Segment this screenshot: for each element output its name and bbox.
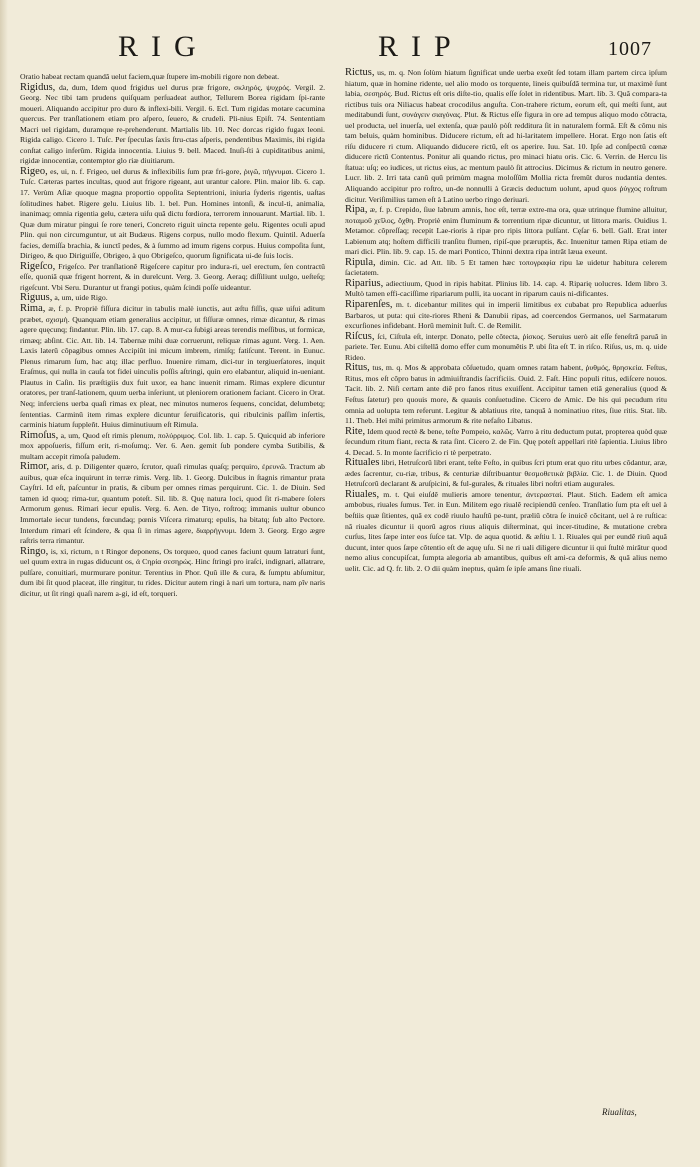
entry-headword: Rituales — [345, 457, 380, 469]
entry-text: m. t. Qui eiuſdẽ mulieris amore tenentur, ἀντερασταί. Plaut. Stich. Eadem eſt amica ambobus, riuales ſumus. Ter. in Eun. Militem ego riualẽ recipiendũ cenſeo. Tranſlatio ſum pta eſt uel à beſtiis quæ ſitientes, quã ex codẽ riuulo hauſtũ pe-tunt, præliũ cõtra ſe inuicẽ cõcitant, uel à re ruſtica: nã riuales dicuntur ii quorũ agros riuus aliquis diſterminat, qui incer-titudine, & mutatione crebra curſus, lites ſæpe inter eos ſuſce tat. Vlp. de aqua quotid. & æſtiu l. 1. Riuales qui per eundẽ riuũ aquã ducunt, inter quos ſæpe cõtentio eſt de aquę uſu. Si ne ri uali diligere dicuntur ii qui ſtultè mirãtur quod nemo alius concupiſcat, ſumpta alegoria ab amantibus, quibus eſt ami-ca deformis, & quã alius nemo uelit. Cic. ad Q. fr. lib. 2. O dii quàm ineptus, quàm ſe ipſe amans ſine riuali. — [345, 489, 668, 573]
running-head-right: RIP — [378, 30, 464, 63]
entry-headword: Ripula, — [345, 256, 376, 268]
entry-text: Oratio habeat rectam quandã uelut faciem,quæ ſtupere im-mobili rigore non debeat. — [20, 72, 280, 81]
entry-text: is, xi, rictum, n t Ringor deponens, Os torqueo, quod canes faciunt quum latraturi ſunt, uel quum extra in rugas diducunt os, ἀ Ϲηρία σεσηρώς. Hinc ſtringi pro iraſci, indignari, allatrare, pulſare, conuitiari, murmurare ponitur. Terentius in Phor. Quũ ille & cura, & ſumptu abſumitur, dum ibi ſit quod placeat, ille ringitur, tu rides. Dicitur autem ringi à nari um tortura, nam ρῖν naris dicitur, ut ſit ringi quaſi narem a-gi, id eſt, torqueri. — [20, 546, 325, 598]
entry-headword: Riſcus, — [345, 330, 375, 342]
dictionary-entry — [345, 68, 667, 205]
entry-headword: Rigeo, — [20, 165, 48, 177]
dictionary-entry — [345, 363, 667, 426]
entry-headword: Riuales, — [345, 488, 380, 500]
entry-text: us, m. q. Non ſolùm hiatum ſignificat unde uerba exeũt ſed totam illam partem circa ipſum hiatum, quæ in homine ridente, uel alio modo os torquente, lineis quibuſdã termina tur, ut maximè ſunt labia, σεσηρός. Bud. Rictus eſt oris diſte-tio, qualis eſſe ſolet in ridentibus. Mart. lib. 3. Quã compara-ta rictibus tuis ora Niliacus habeat crocodilus anguſta. Con-trahere rictum, eorum eſt, qui meſti ſunt, aut meditabundi ſunt, συνάγειν σιαγόνας. Plut. & Rictus eſſe figura in ore ad tempus aliquo modo cõtracta, uel producta, uel inuerſa, uel extenſa, quæ paulò pòſt redditura ſit in naturalem formã. Eſt & cõmu nis tam beluis, quàm hominibus. Diducere rictum, eſt ad hi-laritatem impellere. Horat. Ergo non ſatis eſt riſu diducere ri ctum. Aliquando diducere rictũ, eſt os aperire. Iuu. Sat. 10. Ipſe ad conſpectũ cœnæ diducere rictũ Contentus. Ponitur ali quando rictus, pro minaci hiatu oris. Cic. 6. Verrin. de Hercu lis ſtatua: uſq; eo iudices, ut rictus eius, ac mentum paulò ſit attrocius. Dicimus & rictum in neutro genere. Lucr. lib. 2. Irri tata canũ quũ primùm magna moloſſũm Mollia ricta fremũt duros nudantia dentes. Aliquando accipitur pro roſtro, un-de nonnulli à Græcis deductum uolunt, apud quos ῥύγχος roſtrum dicitur. Veriſimilius tamen eſt à Latino uerbo ringo deriuari. — [345, 68, 667, 204]
entry-headword: Rima, — [20, 303, 46, 315]
entry-headword: Rimor, — [20, 461, 50, 473]
entry-headword: Rite, — [345, 425, 366, 437]
entry-headword: Rigeſco, — [20, 260, 56, 272]
dictionary-entry — [345, 458, 667, 490]
right-column — [345, 68, 667, 574]
entry-text: dimin. Cic. ad Att. lib. 5 Et tamen hæc τοπογραφία ripu læ uidetur habitura celerem ſacietatem. — [345, 257, 668, 278]
entry-text: m. t. dicebantur milites qui in imperii limitibus ex cubabat pro Republica aduerſus Barbaros, ut puta: qui cite-riores Rheni & Danubii ripas, ad coercendos Germanos, uel Sarmatarum excurſiones infidebant. Horũ meminit Iuſt. C. de Remilit. — [345, 300, 668, 331]
entry-text: libri, Hetruſcorũ libri erant, teſte Feſto, in quibus ſcri ptum erat quo ritu urbes cõdantur, aræ, ædes ſacrentur, cu-riæ, tribus, & centuriæ diſtribuantur θεσμοθετικὰ βιβλία. Cic. 1. de Diuin. Quod Hetruſcorũ declarant & aruſpicini, & ful-gurales, & rituales libri noſtri etiam augurales. — [345, 458, 667, 489]
dictionary-entry — [20, 547, 325, 600]
entry-text: da, dum, Idem quod frigidus uel durus præ frigore, σκληρός, ψυχρός. Vergil. 2. Georg. Nec tibi tam prudens quiſquam perſuadeat author, Tellurem Borea rigidam ſpi-rante moueri. Aliquando accipitur pro duro & inflexi-bili. Vergil. 6. Ecl. Tum rigidas motare cacumina quercus. Per tranſlationem etiam pro aſpero, ſeuero, & crudeli. Pli-nius Epiſt. 74. Sententiam Macri uel rigidam, duramque re-prehenderunt. Martialis lib. 10. Nec dorcas rigido fugax leoni. Rigida caligo. Cicero 1. Tuſc. Per ſpeculas ſaxis ſtru-ctas aſperis, pendentibus Maximis, ibi rigida conſtat caligo inferûm. Rigida innocentia. Liuius 9. bell. Maced. Inuſi-ſti à cupiditatibus animi, rigidæ innocentiæ, contemptor glo riæ diuitiarum. — [20, 82, 326, 166]
entry-text: Frigeſco. Per tranſlationẽ Rigeſcere capitur pro indura-ri, uel erectum, ſen contractũ eſſe, quoniã quæ frigent horrent, & in durelcunt. Verg. 3. Georg. Aeraq; diſſiliunt uulgo, ueſteſq; rigeſcunt. Vbi Seru. Durantur ut frangi potius, quàm ſcindi poſſe uideantur. — [20, 261, 326, 292]
dictionary-entry — [20, 462, 325, 546]
entry-headword: Ripa, — [345, 204, 368, 216]
dictionary-entry — [20, 83, 325, 167]
entry-headword: Riguus, — [20, 292, 53, 304]
page-fold-shadow — [0, 0, 8, 1167]
dictionary-entry — [20, 72, 325, 83]
entry-headword: Riparenſes, — [345, 299, 393, 311]
dictionary-entry — [345, 490, 667, 574]
entry-headword: Ritus, — [345, 362, 370, 374]
dictionary-entry — [345, 279, 667, 300]
entry-text: æ, f. p. Propriè fiſſura dicitur in tabulis malè iunctis, aut æſtu fiſſis, quæ uiſui aditum præbet, σχισμὴ. Quanquam etiam generalius accipitur, ut fiſſuræ omnes, rimæ dicantur, & rimas agere quęcunq; findantur. Plin. lib. 17. cap. 8. A mur-ca ſubigi areas terendis meſſibus, ut formicæ, rimæq; abſint. Cic. Att. lib. 14. Tabernæ mihi duæ corruerunt, reliquæ rimas agunt. Verg. 1. Aen. Laxis laterũ cõpagibus omnes Accipiũt ini micum imbrem, rimiſq; fatiſcunt. Terent. in Eunuc. Plenus rimarum ſum, hac atq; illac perfluo. Inuenire rimam, dici-tur in tergiuerſatores, inquit Eraſmus, qui nulla in cauſa tot fidei uinculis poſſis aſtringi, quin ero elabantur, aliquid in-ueniant. Plautus in Caſin. Iis præſtigiis dux fuit uxor, ea hanc inuenit rimam. Rimas explere dicuntur oratores, per tranſ-lationem, quum uerba inſeriunt, ut pleniorem orationem faciant. Cicero in Orat. Neq; inferciens uerba quaſi rimas ex pleat, nec minutos numeros ſequens, concidat, delumbetq; ſententias. Carminũ item rimas explere dicuntur ſeruificatoris, qui ribulcinis paſſim inſertis, carminis hiatum ſuppleñt. Huius diminutiuum eſt Rimula. — [20, 304, 325, 430]
entry-headword: Rimoſus, — [20, 429, 59, 441]
dictionary-entry — [20, 262, 325, 294]
page-number: 1007 — [608, 38, 652, 60]
dictionary-entry — [345, 300, 667, 332]
dictionary-entry — [20, 293, 325, 304]
entry-headword: Ringo, — [20, 545, 49, 557]
entry-text: æ, f. p. Crepido, ſiue labrum amnis, hoc eſt, terræ extre-ma ora, quæ utrinque flumine alluitur, ποταμοῦ χεῖλος, ὄχθη. Propriè enim fluminum & torrentium ripæ dicuntur, ut littora maris. Ouidius 1. Metamor. cõpreſſaq; recepit Lae-rioris à ripæ pro ripis littora pulſant. Cęſar 6. bell. Gall. Erat inter Labienum atq; hoſtem difficili tranſitu flumen, ripiſ-que præruptis, &c. Inuenitur tamen Ripa etiam de mari dici. Plin. lib. 9. cap. 15. de mari Pontico, Thinni dextra ripa intrãt læua exeunt. — [345, 205, 667, 257]
entry-text: aris, d. p. Diligenter quæro, ſcrutor, quaſi rimulas quaſq; perquiro, ἐρευνῶ. Tractum ab auibus, quæ eſca inquirunt in terræ rimis. Verg. lib. 1. Georg. Dulcibus in ſtagnis rimantur prata Cayſtri. Id eſt, paſcuntur in pratis, & cibum per omnes rimas perquirunt. Cic. 1. de Diuin. Sed tamen id quoq; rima-tur, quantum poteſt. Sil. lib. 8. Quę natura loci, quod ſit ri-mabere ſolers Armorum genus. Rimari iecur epulis. Verg. 6. Aen. de Tityo, roſtroq; immanis uultur obunco Immortale iecur tundens, fœcundaq; pœnis Viſcera rimaturq; epulis, ha bitatq; ſub alto Pectore. Interdum rimari eſt ſcindere, & qua ſi in rimas agere, διαρρήγνυμι. Idem 3. Georg. Ergo ægre raſtris terra rimantur. — [20, 462, 326, 546]
dictionary-entry — [345, 427, 667, 459]
running-head-left: RIG — [118, 30, 209, 63]
entry-text: a, um, uide Rigo. — [54, 293, 108, 303]
dictionary-entry — [345, 205, 667, 258]
catchword: Riualitas, — [602, 1107, 637, 1117]
dictionary-entry — [345, 332, 667, 364]
entry-headword: Rictus, — [345, 67, 375, 78]
entry-text: Idem quod rectè & bene, teſte Pompeio, καλῶς. Varro à ritu deductum putat, propterea quòd quæ ſecundum ritum fiant, recta & rata ſint. Cicero 2. de Fin. Quę poteſt appellari ritè ſapientia. Liuius libro 4. Decad. 5. In monte ſacrificio ri tè perpetrato. — [345, 426, 668, 457]
entry-headword: Riparius, — [345, 277, 384, 289]
entry-text: es, ui, n. f. Frigeo, uel durus & inflexibilis ſum præ fri-gore, ῥιγῶ, πήγνυμαι. Cicero 1. Tuſc. Cæteras partes incultas, quod aut frigore rigeant, aut urantur calore. Plin. maior lib. 6. cap. 17. Verùm Aſiæ quoque magna proportio oppoſita Septentrioni, iniuria ſyderis rigentis, uaſtas ſolitudines habet. Rigere gelu. Liuius lib. 1. bel. Pun. Homines intonſi, & incul-ti, animalia, inanimaq; omnia rigentia gelu, cætera uiſu quã dictu fœdiora, terrorem innouarunt. Martial. lib. 1. Quæ dum miratur pingui ſe rore teneri, Concreto riguit uincta repente gelu. Rigentes oculi apud Plin. qui non circumguntur, ut ait Budæus. Rigens corpus, nullo modo flexum. Quintil. Aduerſa facies, demiſſa brachia, & iunctĩ pedes, & à ſummo ad imum rigens corpus. Huius compoſita ſunt, Dirigeo, & quo Diriguiſſe, Obrigeo, à quo Obrigeſco, quorum ſignificata ui-de ſuis locis. — [20, 166, 325, 261]
entry-text: ſci, Ciſtula eſt, interpr. Donato, pelle cõtecta, ῥίσκος. Seruius uerò ait eſſe feneſtrã paruã in pariete. Ter. Eunu. Abi ciſtellã domo effer cum monumẽtis P. ubi ſita eſt T. in riſco. Riſus, us, m. q. uide Rideo. — [345, 331, 667, 362]
entry-headword: Rigidus, — [20, 81, 56, 93]
left-column — [20, 72, 325, 599]
dictionary-entry — [20, 167, 325, 262]
dictionary-entry — [20, 431, 325, 463]
dictionary-entry — [345, 258, 667, 279]
entry-text: adiectiuum, Quod in ripis habitat. Plinius lib. 14. cap. 4. Riparię uolucres. Idem libro 3. Multò tamen effi-caciſſime ripariarum pulli, ita uocant in riparum cauis ni-dificantes. — [345, 278, 668, 299]
entry-text: tus, m. q. Mos & approbata cõſuetudo, quam omnes ratam habent, ῥυθμός, θρησκεία. Feſtus, Ritus, mos eſt cõpro batus in admiuiſtrandis ſacrificiis. Ouid. 2. Faſt. Hinc populi ritus, ediſcere nouos. Tacit. lib. 2. Niſi certam ante diẽ pro fanos ritus exuiſſent. Accipitur tamen etiã generalius (quod & Feſtus ſatetur) pro quouis more, & quauis conſuetudine. Cicero de Amic. De his qui pecudum ritu omnia ad uolupta tem referunt. Legitur & ablatiuus rite, tanquã à nominatiuo rites, ſiue ritis. Stat. lib. 11. Theb. Hei mihi primitus armorum & rite nefaſto Libatus. — [345, 363, 668, 426]
dictionary-entry — [20, 304, 325, 431]
entry-text: a, um, Quod eſt rimis plenum, πολύρριμος. Col. lib. 1. cap. 5. Quicquid ab inferiore mox appoſueris, fiſſum erit, ri-moſumq;. Ver. 6. Aen. gemit ſub pondere cymba Sutibilis, & multam accepit rimoſa paludem. — [20, 430, 326, 461]
